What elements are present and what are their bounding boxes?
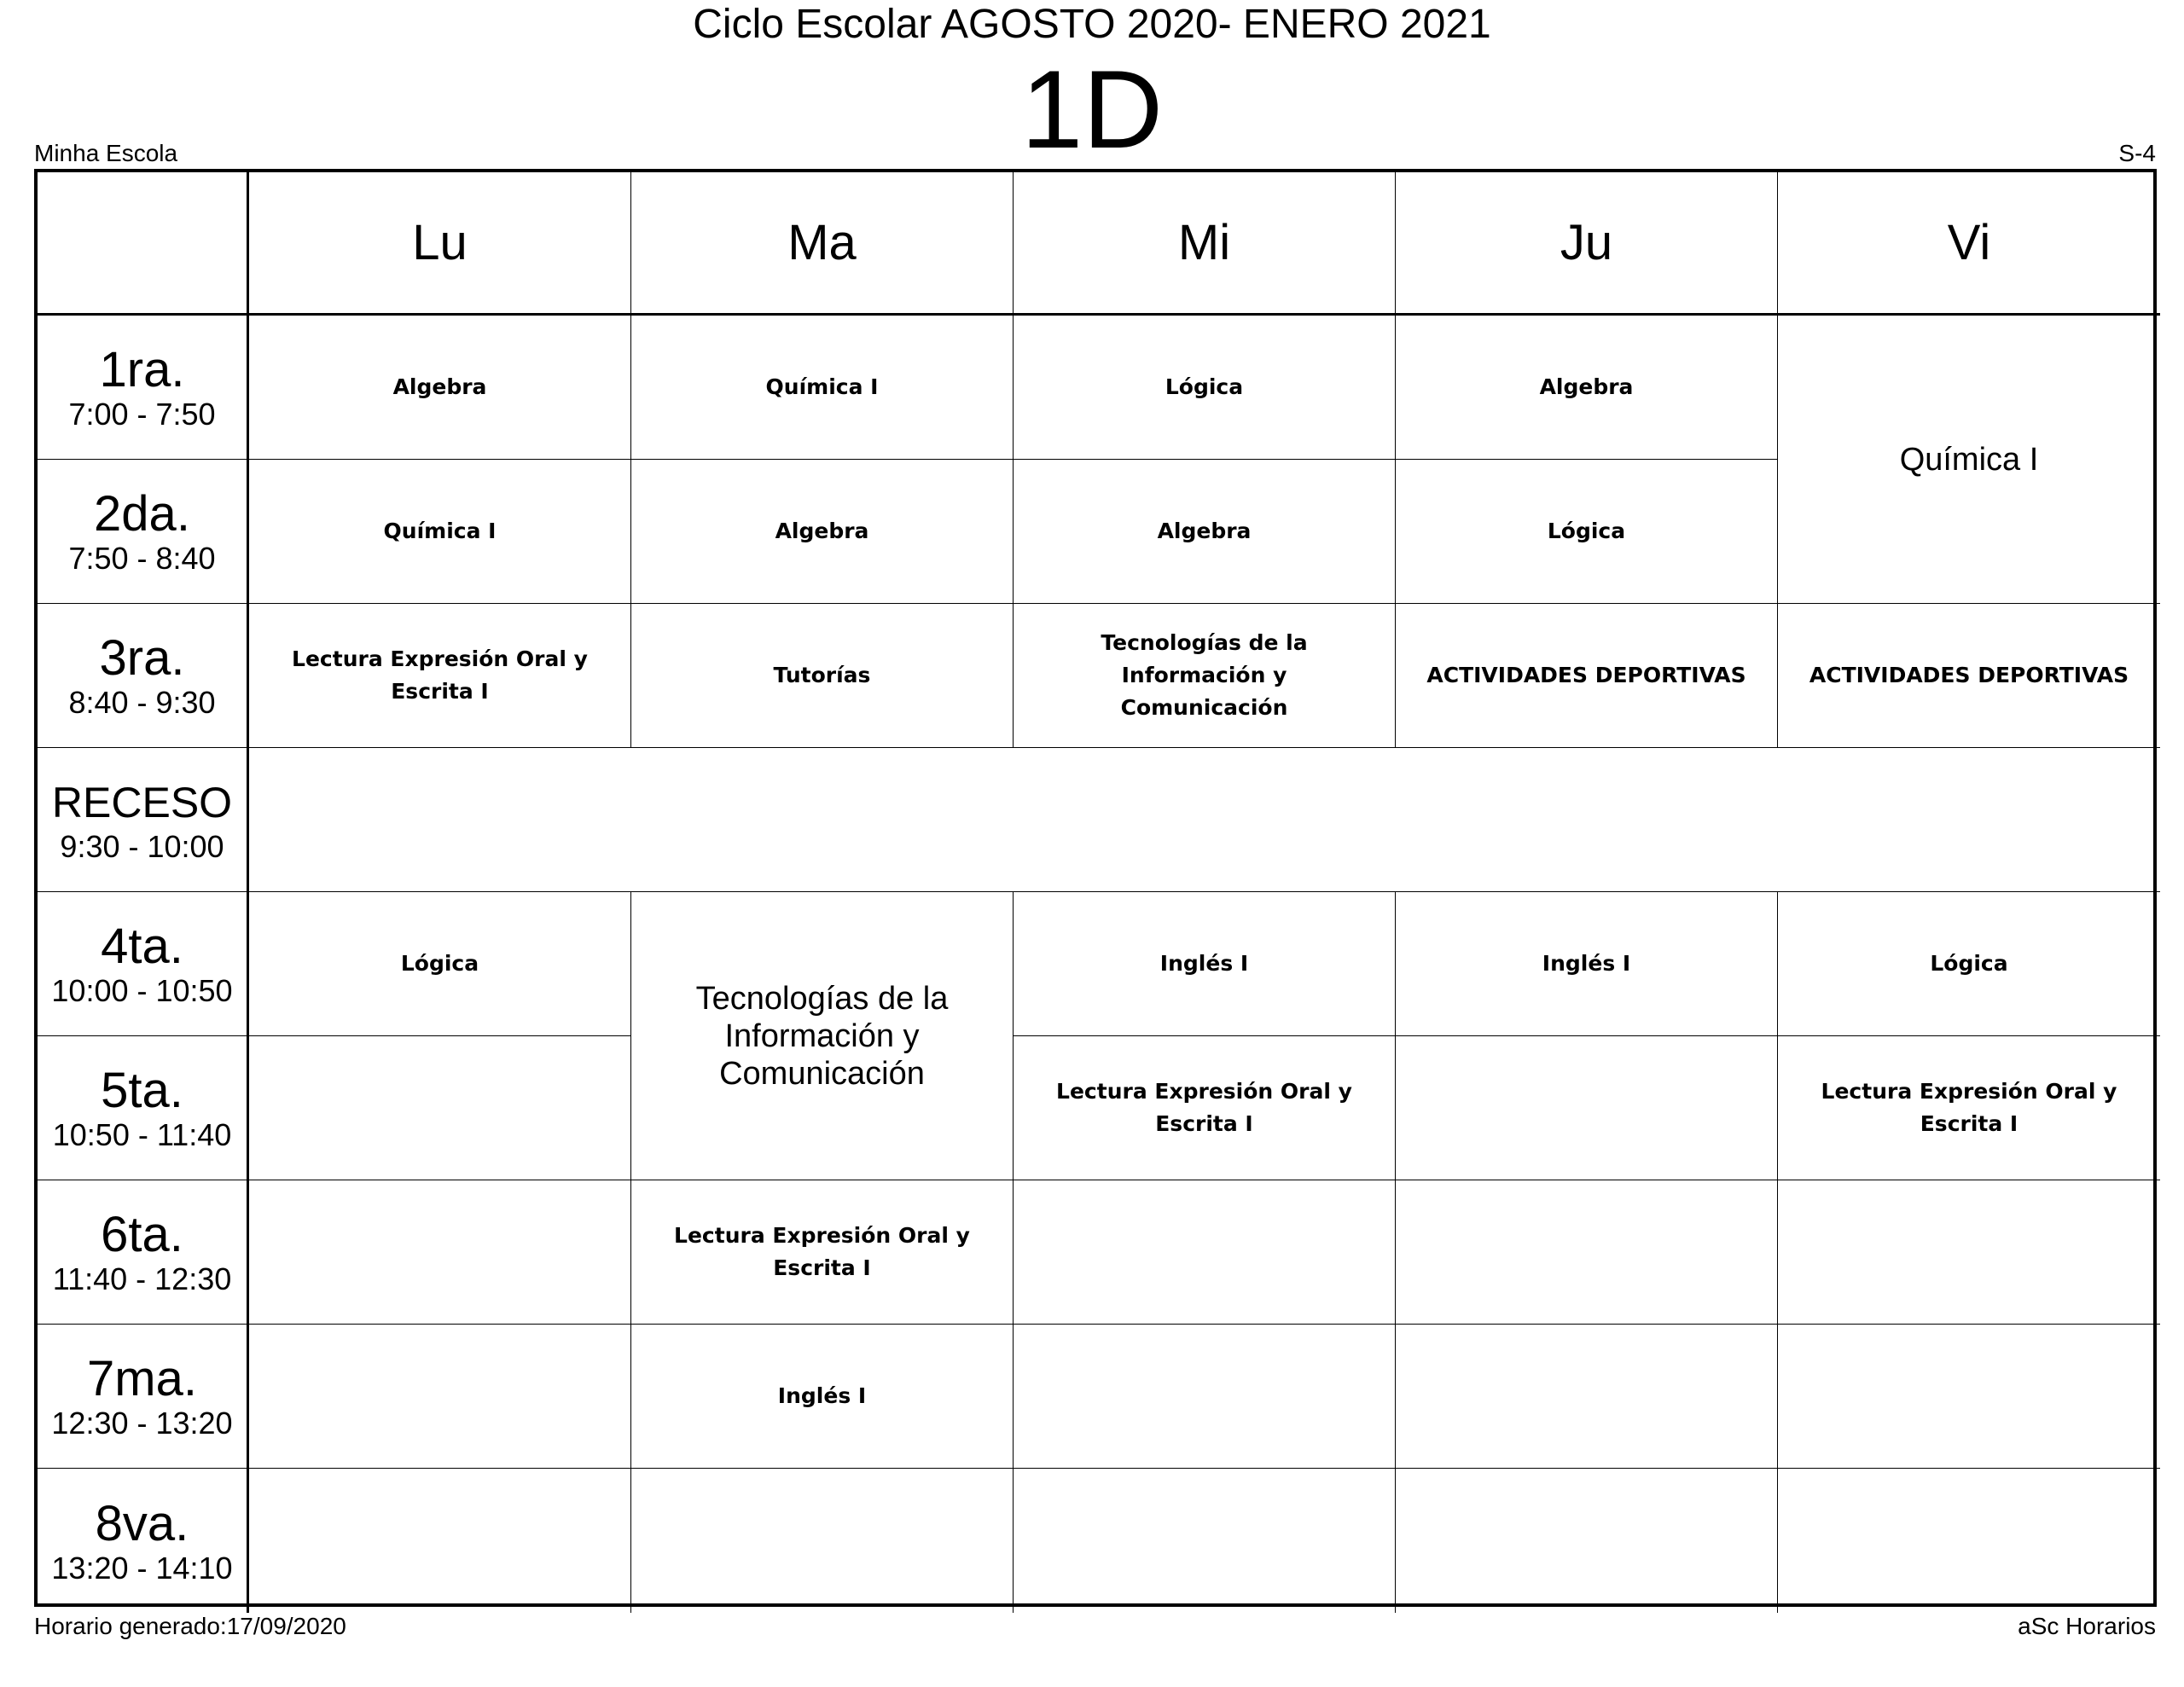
lesson-cell: Química I [631,316,1014,460]
lesson-cell: Lectura Expresión Oral y Escrita I [249,604,631,748]
period-name: 6ta. [101,1207,183,1262]
cycle-title: Ciclo Escolar AGOSTO 2020- ENERO 2021 [693,2,1491,47]
lesson-cell-double: Tecnologías de la Información y Comunicación [631,892,1014,1180]
lesson-cell-double: Química I [1778,316,2160,604]
lesson-cell-empty [1396,1180,1778,1325]
period-name: 1ra. [99,342,185,397]
period-time: 7:00 - 7:50 [68,397,216,432]
lesson-cell: ACTIVIDADES DEPORTIVAS [1778,604,2160,748]
lesson-cell: Lógica [249,892,631,1036]
period-label-receso [38,748,249,892]
lesson-cell-empty [249,1469,631,1613]
software-credit: aSc Horarios [2018,1613,2156,1639]
lesson-cell-empty [1778,1469,2160,1613]
period-time: 10:00 - 10:50 [51,973,233,1008]
school-name: Minha Escola [34,140,178,166]
period-time: 11:40 - 12:30 [52,1261,232,1296]
period-name: RECESO [51,779,233,826]
period-time: 10:50 - 11:40 [52,1117,232,1152]
period-time: 9:30 - 10:00 [60,829,224,864]
day-header-ju: Ju [1396,172,1778,316]
lesson-cell-empty [631,1469,1014,1613]
period-name: 3ra. [99,630,185,686]
lesson-cell: Tecnologías de la Información y Comunicación [1014,604,1396,748]
lesson-cell-empty [249,1036,631,1180]
day-header-ma: Ma [631,172,1014,316]
period-name: 5ta. [101,1063,183,1118]
lesson-cell: Algebra [631,460,1014,604]
lesson-cell-empty [249,1180,631,1325]
lesson-cell-empty [1396,1036,1778,1180]
period-time: 12:30 - 13:20 [51,1406,233,1441]
lesson-cell: Lectura Expresión Oral y Escrita I [1014,1036,1396,1180]
lesson-cell: Inglés I [1014,892,1396,1036]
lesson-cell-empty [1778,1325,2160,1469]
period-name: 8va. [95,1495,189,1551]
period-name: 7ma. [87,1351,197,1406]
period-label [38,1180,249,1325]
day-header-mi: Mi [1014,172,1396,316]
lesson-cell-empty [1014,1180,1396,1325]
lesson-cell: Algebra [1014,460,1396,604]
period-label [38,1036,249,1180]
period-label [38,604,249,748]
period-label [38,1469,249,1613]
period-name: 2da. [94,486,190,542]
break-row [249,748,2160,892]
schedule-code: S-4 [2118,140,2156,166]
lesson-cell: Inglés I [631,1325,1014,1469]
lesson-cell-empty [249,1325,631,1469]
lesson-cell-empty [1778,1180,2160,1325]
lesson-cell: Algebra [249,316,631,460]
lesson-cell-empty [1014,1325,1396,1469]
lesson-cell: Tutorías [631,604,1014,748]
lesson-cell: Lectura Expresión Oral y Escrita I [1778,1036,2160,1180]
lesson-cell-empty [1014,1469,1396,1613]
lesson-cell: ACTIVIDADES DEPORTIVAS [1396,604,1778,748]
period-label [38,1325,249,1469]
lesson-cell: Lógica [1778,892,2160,1036]
day-header-vi: Vi [1778,172,2160,316]
period-name: 4ta. [101,919,183,974]
period-label [38,316,249,460]
lesson-cell: Química I [249,460,631,604]
generated-date: Horario generado:17/09/2020 [34,1613,346,1639]
lesson-cell: Lectura Expresión Oral y Escrita I [631,1180,1014,1325]
lesson-cell: Lógica [1014,316,1396,460]
period-time: 13:20 - 14:10 [51,1550,233,1586]
day-header-lu: Lu [249,172,631,316]
lesson-cell-empty [1396,1325,1778,1469]
lesson-cell: Lógica [1396,460,1778,604]
period-label [38,460,249,604]
period-time: 7:50 - 8:40 [68,541,216,576]
lesson-cell: Algebra [1396,316,1778,460]
period-time: 8:40 - 9:30 [68,685,216,720]
corner-cell [38,172,249,316]
lesson-cell-empty [1396,1469,1778,1613]
group-title: 1D [1020,47,1164,171]
timetable-grid [34,169,2157,1607]
period-label [38,892,249,1036]
lesson-cell: Inglés I [1396,892,1778,1036]
